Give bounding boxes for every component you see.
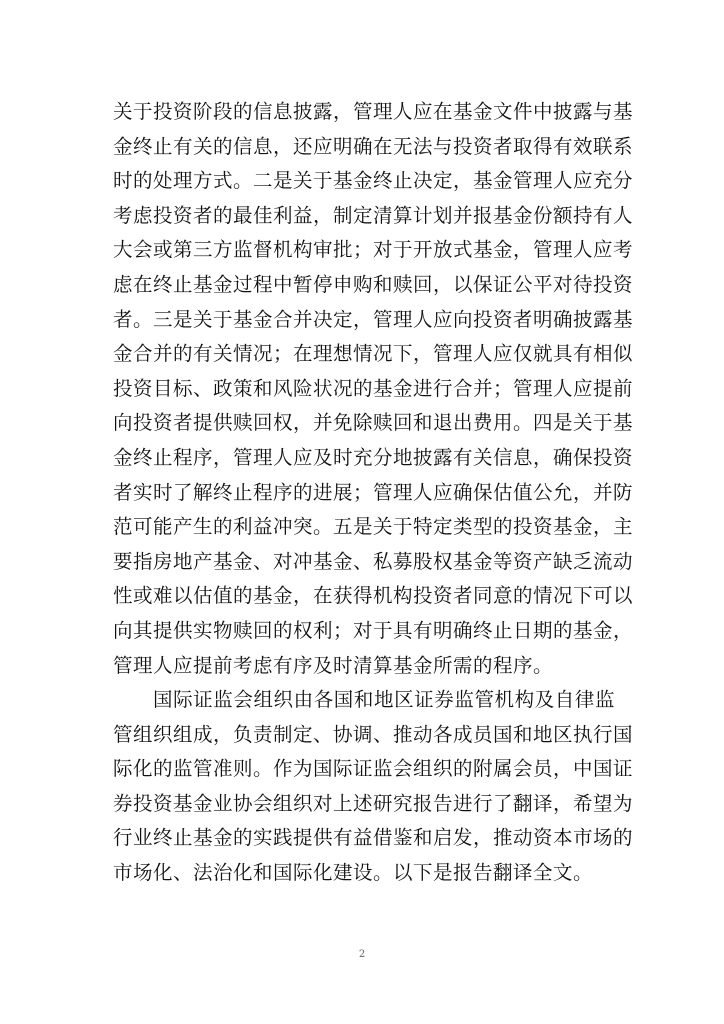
text-line: 行业终止基金的实践提供有益借鉴和启发，推动资本市场的 bbox=[113, 826, 634, 850]
text-line: 金终止有关的信息，还应明确在无法与投资者取得有效联系 bbox=[113, 134, 634, 158]
text-line: 向其提供实物赎回的权利；对于具有明确终止日期的基金， bbox=[113, 618, 634, 642]
text-line: 要指房地产基金、对冲基金、私募股权基金等资产缺乏流动 bbox=[113, 549, 634, 573]
text-line: 虑在终止基金过程中暂停申购和赎回，以保证公平对待投资 bbox=[113, 272, 634, 296]
document-body bbox=[113, 95, 634, 891]
paragraph-2 bbox=[113, 683, 634, 891]
text-line: 管组织组成，负责制定、协调、推动各成员国和地区执行国 bbox=[113, 722, 634, 746]
text-line: 金合并的有关情况；在理想情况下，管理人应仅就具有相似 bbox=[113, 342, 634, 366]
page-number: 2 bbox=[358, 949, 366, 960]
text-line: 大会或第三方监督机构审批；对于开放式基金，管理人应考 bbox=[113, 238, 634, 262]
text-line: 时的处理方式。二是关于基金终止决定，基金管理人应充分 bbox=[113, 169, 634, 193]
text-line: 向投资者提供赎回权，并免除赎回和退出费用。四是关于基 bbox=[113, 411, 634, 435]
text-line: 性或难以估值的基金，在获得机构投资者同意的情况下可以 bbox=[113, 584, 634, 608]
paragraph-1 bbox=[113, 95, 634, 683]
text-line: 券投资基金业协会组织对上述研究报告进行了翻译，希望为 bbox=[113, 791, 634, 815]
text-line: 范可能产生的利益冲突。五是关于特定类型的投资基金，主 bbox=[113, 515, 634, 539]
text-line: 管理人应提前考虑有序及时清算基金所需的程序。 bbox=[113, 653, 554, 677]
text-line: 者。三是关于基金合并决定，管理人应向投资者明确披露基 bbox=[113, 307, 634, 331]
text-line: 际化的监管准则。作为国际证监会组织的附属会员，中国证 bbox=[113, 757, 634, 781]
text-line: 市场化、法治化和国际化建设。以下是报告翻译全文。 bbox=[113, 861, 594, 885]
text-line: 金终止程序，管理人应及时充分地披露有关信息，确保投资 bbox=[113, 445, 634, 469]
text-line: 关于投资阶段的信息披露，管理人应在基金文件中披露与基 bbox=[113, 100, 634, 123]
text-line: 国际证监会组织由各国和地区证券监管机构及自律监 bbox=[153, 688, 615, 712]
text-line: 考虑投资者的最佳利益，制定清算计划并报基金份额持有人 bbox=[113, 203, 634, 227]
text-line: 投资目标、政策和风险状况的基金进行合并；管理人应提前 bbox=[113, 376, 634, 400]
text-line: 者实时了解终止程序的进展；管理人应确保估值公允，并防 bbox=[113, 480, 634, 504]
